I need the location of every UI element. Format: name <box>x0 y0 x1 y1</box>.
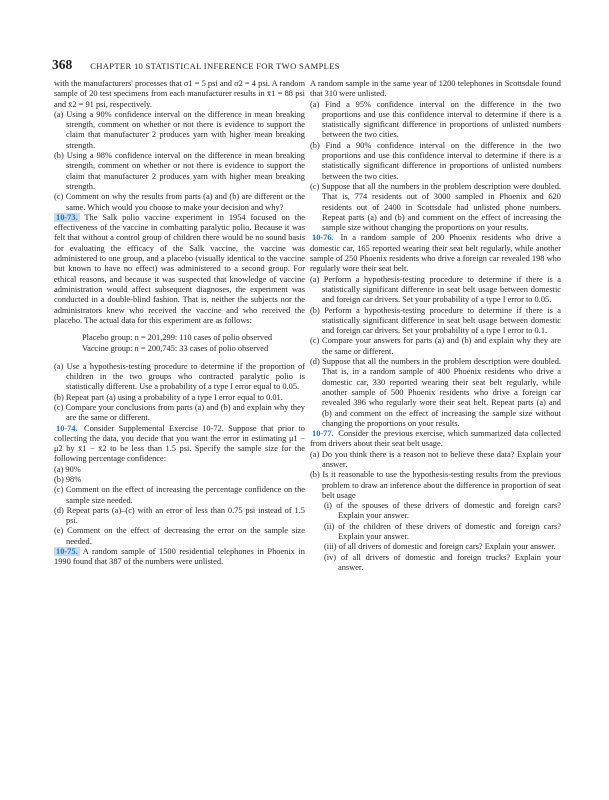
sub-list-item: (ii) of the children of these drivers of domestic and foreign cars? Explain your answer. <box>324 521 561 542</box>
list-item: (a) Perform a hypothesis-testing procedure to determine if there is a statistically significant difference in seat belt usage between domestic and foreign car drivers. Set your probability of a type I error to 0.05. <box>310 274 561 305</box>
right-column <box>310 79 561 573</box>
list-item: (a) 90% <box>54 464 81 474</box>
list-item: (b) Perform a hypothesis-testing procedure to determine if there is a statistically significant difference in seat belt usage between domestic and foreign car drivers. Set your probability of a type I error to 0.1. <box>310 305 561 336</box>
list-item: (a) Using a 90% confidence interval on the difference in mean breaking strength, comment on whether or not there is evidence to support the claim that manufacturer 2 produces yarn with higher mean breaking strength. <box>54 109 305 150</box>
continuation-paragraph: with the manufacturers' processes that σ1 = 5 psi and σ2 = 4 psi. A random sample of 20 test specimens from each manufacturer results in x̄1 = 88 psi and x̄2 = 91 psi, respectively. <box>54 79 305 109</box>
list-item: (b) Using a 98% confidence interval on the difference in mean breaking strength, comment on whether or not there is evidence to support the claim that manufacturer 2 produces yarn with higher mean breaking strength. <box>54 151 305 191</box>
page-number: 368 <box>52 57 73 72</box>
list-item: (c) Suppose that all the numbers in the problem description were doubled. That is, 774 residents out of 3000 sampled in Phoenix and 620 residents out of 2400 in Scottsdale had unlisted phone numbers. Repeat parts (a) and (b) and comment on the effect of increasing the sample size without changing the proportions on your results. <box>310 181 561 233</box>
list-item: (a) Find a 95% confidence interval on the difference in the two proportions and use this confidence interval to determine if there is a statistically significant difference in proportions of unlisted numbers between the two cities. <box>310 99 561 140</box>
list-item: (d) Suppose that all the numbers in the problem description were doubled. That is, in a random sample of 400 Phoenix residents who drive a domestic car, 330 reported wearing their seat belt regularly, while another sample of 500 Phoenix residents who drive a foreign car revealed 396 who regularly wore their seat belt. Repeat parts (a) and (b) and comment on the effect of increasing the sample size without changing the proportions on your results. <box>310 357 561 428</box>
list-item: (d) Repeat parts (a)–(c) with an error of less than 0.75 psi instead of 1.5 psi. <box>54 505 305 526</box>
exercise-text: Consider Supplemental Exercise 10-72. Suppose that prior to collecting the data, you decide that you want the error in estimating μ1 − μ2 by x̄1 − x̄2 to be less than 1.5 psi. Specify the sample size for the following percentage confidence: <box>54 423 305 464</box>
exercise-text: Consider the previous exercise, which summarized data collected from drivers about their seat belt usage. <box>310 429 561 449</box>
exercise-number: 10-77. <box>312 429 334 439</box>
list-item: (a) Use a hypothesis-testing procedure to determine if the proportion of children in the two groups who contracted paralytic polio is statistically different. Use a probability of a type I error equal to 0.05. <box>54 361 305 392</box>
exercise-number: 10-75. <box>56 547 78 557</box>
list-item: (c) Compare your answers for parts (a) and (b) and explain why they are the same or different. <box>310 336 561 356</box>
list-item: (b) 98% <box>54 474 82 484</box>
exercise-10-73 <box>54 213 305 326</box>
exercise-number: 10-74. <box>56 423 78 433</box>
sub-list-item: (iii) of all drivers of domestic and foreign cars? Explain your answer. <box>324 542 556 552</box>
exercise-text: The Salk polio vaccine experiment in 1954 focused on the effectiveness of the vaccine in combatting paralytic polio. Because it was felt that without a control group of children there would be no sound basis for evaluating the efficacy of the Salk vaccine, the vaccine was administered to one group, and a placebo (visually identical to the vaccine but known to have no effect) was administered to a second group. For ethical reasons, and because it was suspected that knowledge of vaccine administration would affect subsequent diagnoses, the experiment was conducted in a double-blind fashion. That is, neither the subjects nor the administrators knew who received the vaccine and who received the placebo. The actual data for this experiment are as follows: <box>54 212 305 325</box>
exercise-text: In a random sample of 200 Phoenix residents who drive a domestic car, 165 reported wearing their seat belt regularly, while another sample of 250 Phoenix residents who drive a foreign car revealed 198 who regularly wore their seat belt. <box>310 233 562 274</box>
list-item: (b) Is it reasonable to use the hypothesis-testing results from the previous problem to draw an inference about the difference in proportion of seat belt usage <box>310 470 561 500</box>
page-header <box>52 56 557 74</box>
exercise-number: 10-76. <box>312 233 334 243</box>
list-item: (a) Do you think there is a reason not to believe these data? Explain your answer. <box>310 449 561 469</box>
data-line: Vaccine group: n = 200,745: 33 cases of polio observed <box>82 344 269 354</box>
list-item: (c) Comment on why the results from parts (a) and (b) are different or the same. Which would you choose to make your decision and why? <box>54 192 305 212</box>
list-item: (c) Compare your conclusions from parts (a) and (b) and explain why they are the same or different. <box>54 402 305 423</box>
continuation-paragraph: A random sample in the same year of 1200 telephones in Scottsdale found that 310 were unlisted. <box>310 79 561 99</box>
left-column <box>54 79 305 568</box>
sub-list-item: (i) of the spouses of these drivers of domestic and foreign cars? Explain your answer. <box>324 501 561 521</box>
polio-data <box>54 333 305 355</box>
exercise-10-77 <box>310 429 561 450</box>
list-item: (c) Comment on the effect of increasing the percentage confidence on the sample size needed. <box>54 485 305 505</box>
data-line: Placebo group: n = 201,299: 110 cases of polio observed <box>82 333 273 343</box>
list-item: (b) Find a 90% confidence interval on the difference in the two proportions and use this confidence interval to determine if there is a statistically significant difference in proportions of unlisted numbers between the two cities. <box>310 140 561 181</box>
list-item: (e) Comment on the effect of decreasing the error on the sample size needed. <box>54 526 305 546</box>
exercise-10-76 <box>310 233 561 274</box>
sub-list-item: (iv) of all drivers of domestic and foreign trucks? Explain your answer. <box>324 552 561 572</box>
exercise-10-74 <box>54 424 305 465</box>
exercise-text: A random sample of 1500 residential telephones in Phoenix in 1990 found that 387 of the numbers were unlisted. <box>54 547 305 567</box>
list-item: (b) Repeat part (a) using a probability of a type I error equal to 0.01. <box>54 392 283 402</box>
chapter-title: CHAPTER 10 STATISTICAL INFERENCE FOR TWO SAMPLES <box>90 61 340 71</box>
exercise-number: 10-73. <box>56 212 78 222</box>
exercise-10-75 <box>54 547 305 568</box>
